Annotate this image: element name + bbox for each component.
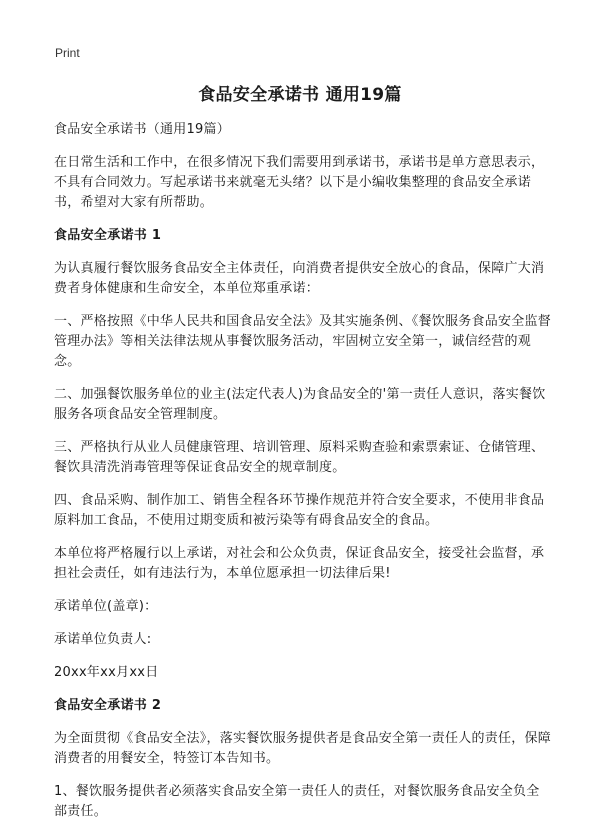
print-link[interactable]: Print	[55, 46, 80, 60]
signature-date-line: 20xx年xx月xx日	[54, 665, 159, 680]
section-2-heading: 食品安全承诺书 2	[54, 698, 162, 713]
document-subtitle: 食品安全承诺书（通用19篇）	[54, 122, 231, 137]
section-1-paragraph: 为认真履行餐饮服务食品安全主体责任，向消费者提供安全放心的食品，保障广大消费者身体健康和生命安全，本单位郑重承诺：	[54, 261, 545, 296]
intro-paragraph: 在日常生活和工作中，在很多情况下我们需要用到承诺书，承诺书是单方意思表示，不具有合同效力。写起承诺书来就毫无头绪？以下是小编收集整理的食品安全承诺书，希望对大家有所帮助。	[54, 155, 545, 210]
document-title: 食品安全承诺书 通用19篇	[198, 85, 402, 105]
section-1-paragraph: 一、严格按照《中华人民共和国食品安全法》及其实施条例、《餐饮服务食品安全监督管理办法》等相关法律法规从事餐饮服务活动，牢固树立安全第一，诚信经营的观念。	[54, 314, 552, 369]
section-1-paragraph: 四、食品采购、制作加工、销售全程各环节操作规范并符合安全要求，不使用非食品原料加工食品，不使用过期变质和被污染等有碍食品安全的食品。	[54, 493, 545, 528]
section-1-paragraph: 二、加强餐饮服务单位的业主(法定代表人)为食品安全的'第一责任人意识，落实餐饮服务各项食品安全管理制度。	[54, 387, 546, 422]
section-1-paragraph: 本单位将严格履行以上承诺，对社会和公众负责，保证食品安全，接受社会监督，承担社会责任，如有违法行为，本单位愿承担一切法律后果!	[54, 546, 545, 581]
section-2-paragraph: 为全面贯彻《食品安全法》，落实餐饮服务提供者是食品安全第一责任人的责任，保障消费者的用餐安全，特签订本告知书。	[54, 731, 552, 766]
section-2-paragraph: 1、餐饮服务提供者必须落实食品安全第一责任人的责任，对餐饮服务食品安全负全部责任。	[54, 784, 540, 819]
signature-unit-line: 承诺单位(盖章)：	[54, 599, 158, 614]
section-1-paragraph: 三、严格执行从业人员健康管理、培训管理、原料采购查验和索票索证、仓储管理、餐饮具清洗消毒管理等保证食品安全的规章制度。	[54, 440, 545, 475]
document-body	[54, 120, 552, 835]
signature-person-line: 承诺单位负责人:	[54, 632, 152, 647]
section-1-heading: 食品安全承诺书 1	[54, 228, 162, 243]
